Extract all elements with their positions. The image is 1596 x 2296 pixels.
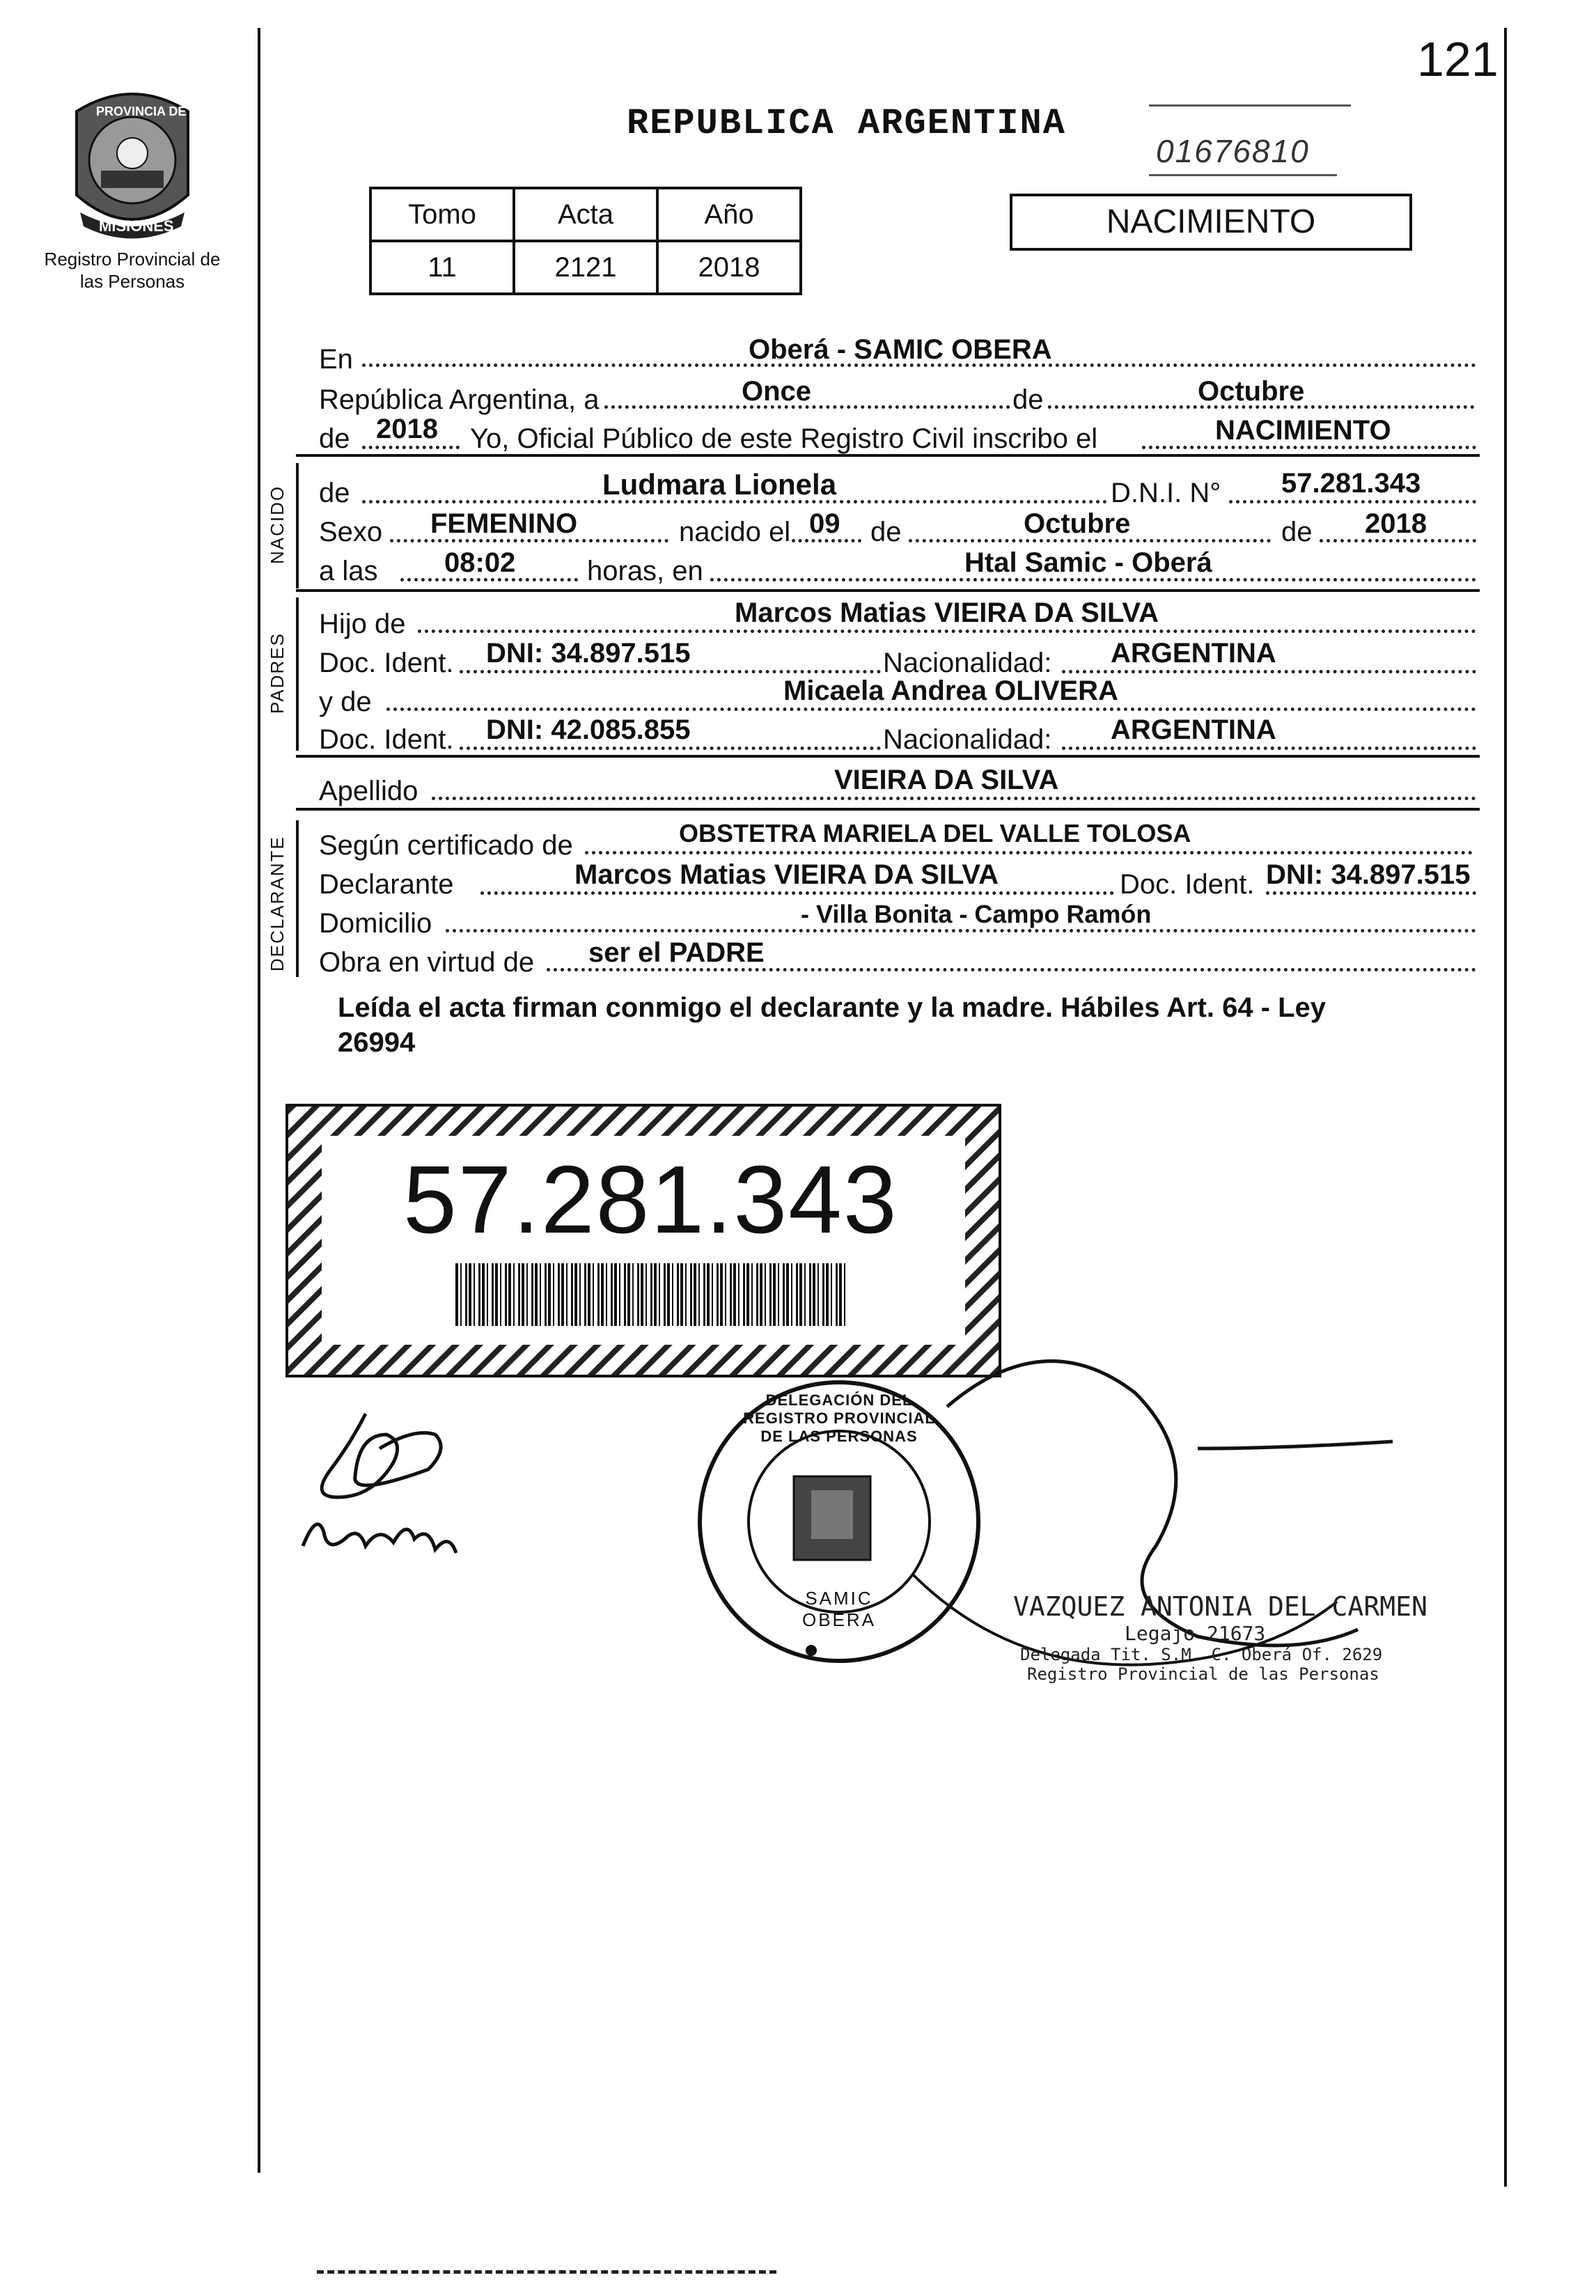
apellido-value: VIEIRA DA SILVA: [834, 765, 1059, 795]
header-acta: Acta: [514, 188, 657, 241]
closing-statement: [338, 990, 1326, 1060]
place: Oberá - SAMIC OBERA: [749, 334, 1052, 365]
birth-de-label-2: de: [1281, 517, 1313, 547]
declarante-value: Marcos Matias VIEIRA DA SILVA: [574, 859, 999, 890]
closing-line-2: 26994: [338, 1027, 416, 1058]
year-dots: [362, 446, 460, 449]
apellido-dots: [432, 797, 1476, 800]
left-margin-line: [258, 28, 260, 2173]
father-dots: [418, 630, 1476, 633]
hijo-label: Hijo de: [319, 609, 406, 639]
divider-4: [296, 808, 1480, 811]
declarante-label: Declarante: [319, 869, 454, 900]
barcode: [455, 1263, 845, 1326]
alas-label: a las: [319, 556, 378, 586]
id-label: [285, 1104, 1001, 1377]
en-label: En: [319, 344, 353, 375]
day-text: Once: [742, 376, 812, 407]
segun-label: Según certificado de: [319, 830, 573, 861]
horas-label: horas, en: [587, 556, 703, 586]
father-nat-label: Nacionalidad:: [883, 648, 1052, 678]
father-nat-dots: [1062, 670, 1476, 673]
padres-side-line: [296, 598, 299, 751]
sexo-label: Sexo: [319, 517, 383, 547]
serial-underline: [1149, 104, 1351, 107]
official-block: [1013, 1591, 1427, 1684]
official-role: Delegada Tit. S.M. C. Oberá Of. 2629: [1020, 1645, 1383, 1664]
registry-name: Registro Provincial de las Personas: [44, 249, 221, 292]
registry-caption: [42, 248, 223, 292]
birth-de-label: de: [870, 517, 902, 547]
nacido-side-line: [296, 463, 299, 588]
record-table: [369, 187, 802, 295]
mother-doc-label: Doc. Ident.: [319, 724, 454, 755]
de-label-2: de: [319, 423, 350, 454]
father-doc-label: Doc. Ident.: [319, 648, 454, 678]
declarante-side-line: [296, 820, 299, 977]
de-label-1: de: [1010, 384, 1047, 416]
page-number: 121: [1417, 32, 1499, 86]
obra-value: ser el PADRE: [588, 937, 765, 968]
logo-top-text: PROVINCIA DE: [96, 104, 187, 118]
certificado-dots: [585, 851, 1473, 854]
year-text: 2018: [376, 414, 438, 444]
oficial-text: Yo, Oficial Público de este Registro Civil inscribo el: [470, 423, 1098, 454]
father-name: Marcos Matias VIEIRA DA SILVA: [735, 598, 1159, 628]
month-text: Octubre: [1198, 376, 1305, 407]
apellido-label: Apellido: [319, 776, 418, 806]
id-number: 57.281.343: [403, 1146, 898, 1254]
declarante-dots: [480, 891, 1114, 895]
certificado-value: OBSTETRA MARIELA DEL VALLE TOLOSA: [679, 819, 1191, 848]
yde-label: y de: [319, 687, 372, 717]
birthplace: Htal Samic - Oberá: [964, 547, 1212, 578]
act-type: NACIMIENTO: [1215, 415, 1391, 446]
official-registry: Registro Provincial de las Personas: [1027, 1664, 1379, 1684]
divider-2: [296, 589, 1480, 592]
mother-doc: DNI: 42.085.855: [486, 714, 691, 745]
dni-label: D.N.I. N°: [1111, 478, 1221, 508]
obra-label: Obra en virtud de: [319, 947, 535, 978]
domicilio-dots: [446, 929, 1476, 932]
mother-nat-label: Nacionalidad:: [883, 724, 1052, 755]
record-type: NACIMIENTO: [1106, 203, 1316, 240]
father-doc-dots: [460, 670, 881, 673]
divider-1: [296, 454, 1480, 457]
domicilio-value: - Villa Bonita - Campo Ramón: [801, 900, 1152, 928]
republica-label: República Argentina, a: [319, 384, 600, 415]
serial-number: 01676810: [1156, 133, 1310, 169]
declarant-signature: [289, 1393, 484, 1581]
value-tomo: 11: [370, 241, 514, 294]
mother-nat: ARGENTINA: [1111, 714, 1276, 745]
closing-line-1: Leída el acta firman conmigo el declarante y la madre. Hábiles Art. 64 - Ley: [338, 992, 1327, 1023]
sexo-value: FEMENINO: [430, 508, 578, 539]
header-tomo: Tomo: [370, 188, 514, 241]
value-acta: 2121: [514, 241, 657, 294]
mother-dots: [386, 708, 1476, 711]
padres-side-label: PADRES: [267, 632, 288, 714]
logo-bottom-text: MISIONES: [99, 217, 174, 235]
official-name: VAZQUEZ ANTONIA DEL CARMEN: [1013, 1591, 1427, 1622]
mother-nat-dots: [1062, 747, 1476, 750]
dni-dots: [1229, 500, 1476, 503]
declarante-doc: DNI: 34.897.515: [1266, 859, 1471, 890]
declarante-doc-dots: [1266, 891, 1476, 895]
father-doc: DNI: 34.897.515: [486, 638, 691, 669]
birth-time: 08:02: [444, 547, 516, 578]
record-table-header: [370, 188, 801, 241]
baby-dni: 57.281.343: [1281, 468, 1421, 499]
baby-name: Ludmara Lionela: [602, 468, 837, 501]
record-type-box: [1010, 194, 1412, 251]
birth-day: 09: [809, 508, 840, 539]
declarante-doc-label: Doc. Ident.: [1120, 869, 1255, 900]
birth-year: 2018: [1365, 508, 1427, 539]
domicilio-label: Domicilio: [319, 908, 432, 939]
serial-underline-bottom: [1149, 174, 1337, 176]
stamp-bottom-text: SAMIC OBERA: [801, 1588, 877, 1630]
father-nat: ARGENTINA: [1111, 638, 1276, 669]
header-ano: Año: [657, 188, 801, 241]
mother-doc-dots: [460, 747, 881, 750]
right-margin-line: [1504, 28, 1507, 2187]
declarante-side-label: DECLARANTE: [267, 836, 288, 971]
record-table-values: [370, 241, 801, 294]
stamp-top-text: DELEGACIÓN DEL REGISTRO PROVINCIAL DE LAS PERSONAS: [743, 1391, 935, 1445]
official-legajo: Legajo 21673: [1125, 1622, 1266, 1645]
province-logo: [63, 84, 202, 244]
nacido-de-label: de: [319, 478, 350, 508]
nacido-side-label: NACIDO: [267, 485, 288, 564]
value-ano: 2018: [657, 241, 801, 294]
bottom-dashes: [317, 2270, 776, 2274]
mother-name: Micaela Andrea OLIVERA: [783, 675, 1118, 706]
divider-3: [296, 755, 1480, 758]
country-title: REPUBLICA ARGENTINA: [627, 103, 1066, 144]
birth-month: Octubre: [1024, 508, 1131, 539]
nacido-el-label: nacido el: [679, 517, 791, 547]
